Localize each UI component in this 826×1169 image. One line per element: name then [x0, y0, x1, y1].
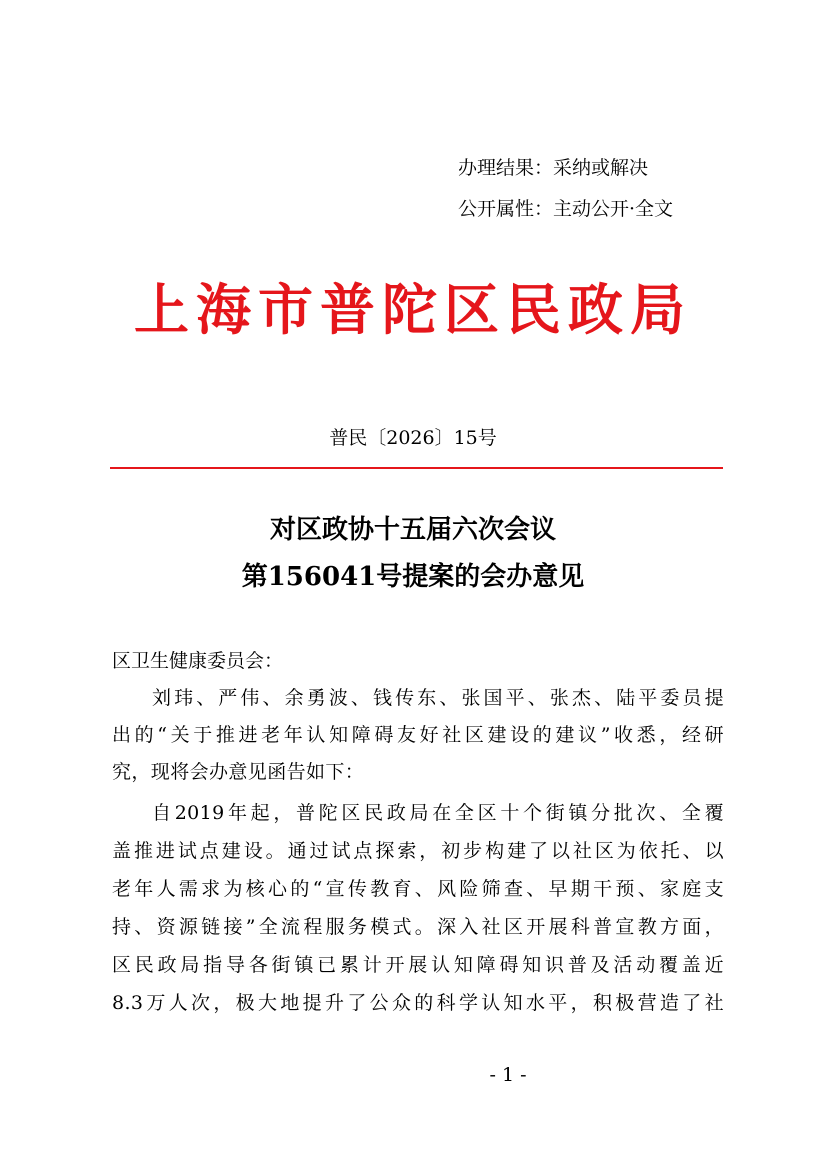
page-number: - 1 -: [489, 1064, 527, 1086]
document-title-line-2: 第156041号提案的会办意见: [241, 562, 585, 592]
body-line: 8.3万人次，极大地提升了公众的科学认知水平，积极营造了社: [112, 992, 724, 1014]
body-line: 自2019年起，普陀区民政局在全区十个街镇分批次、全覆: [152, 802, 724, 824]
body-line: 区民政局指导各街镇已累计开展认知障碍知识普及活动覆盖近: [112, 954, 724, 976]
red-separator-line: [110, 467, 723, 469]
body-line: 究，现将会办意见函告如下：: [112, 761, 365, 783]
document-title-line-1: 对区政协十五届六次会议: [269, 515, 556, 545]
issuing-organization-title: 上海市普陀区民政局: [133, 277, 692, 342]
document-number: 普民〔2026〕15号: [329, 427, 497, 449]
salutation: 区卫生健康委员会：: [112, 650, 284, 672]
body-line: 老年人需求为核心的“宣传教育、风险筛查、早期干预、家庭支: [112, 878, 724, 900]
disclosure-attribute: 公开属性：主动公开·全文: [458, 198, 674, 220]
handling-result: 办理结果：采纳或解决: [458, 157, 649, 179]
body-line: 持、资源链接”全流程服务模式。深入社区开展科普宣教方面，: [112, 916, 724, 938]
body-line: 刘玮、严伟、余勇波、钱传东、张国平、张杰、陆平委员提: [152, 687, 724, 709]
body-line: 盖推进试点建设。通过试点探索，初步构建了以社区为依托、以: [112, 840, 724, 862]
body-line: 出的“关于推进老年认知障碍友好社区建设的建议”收悉，经研: [112, 724, 724, 746]
